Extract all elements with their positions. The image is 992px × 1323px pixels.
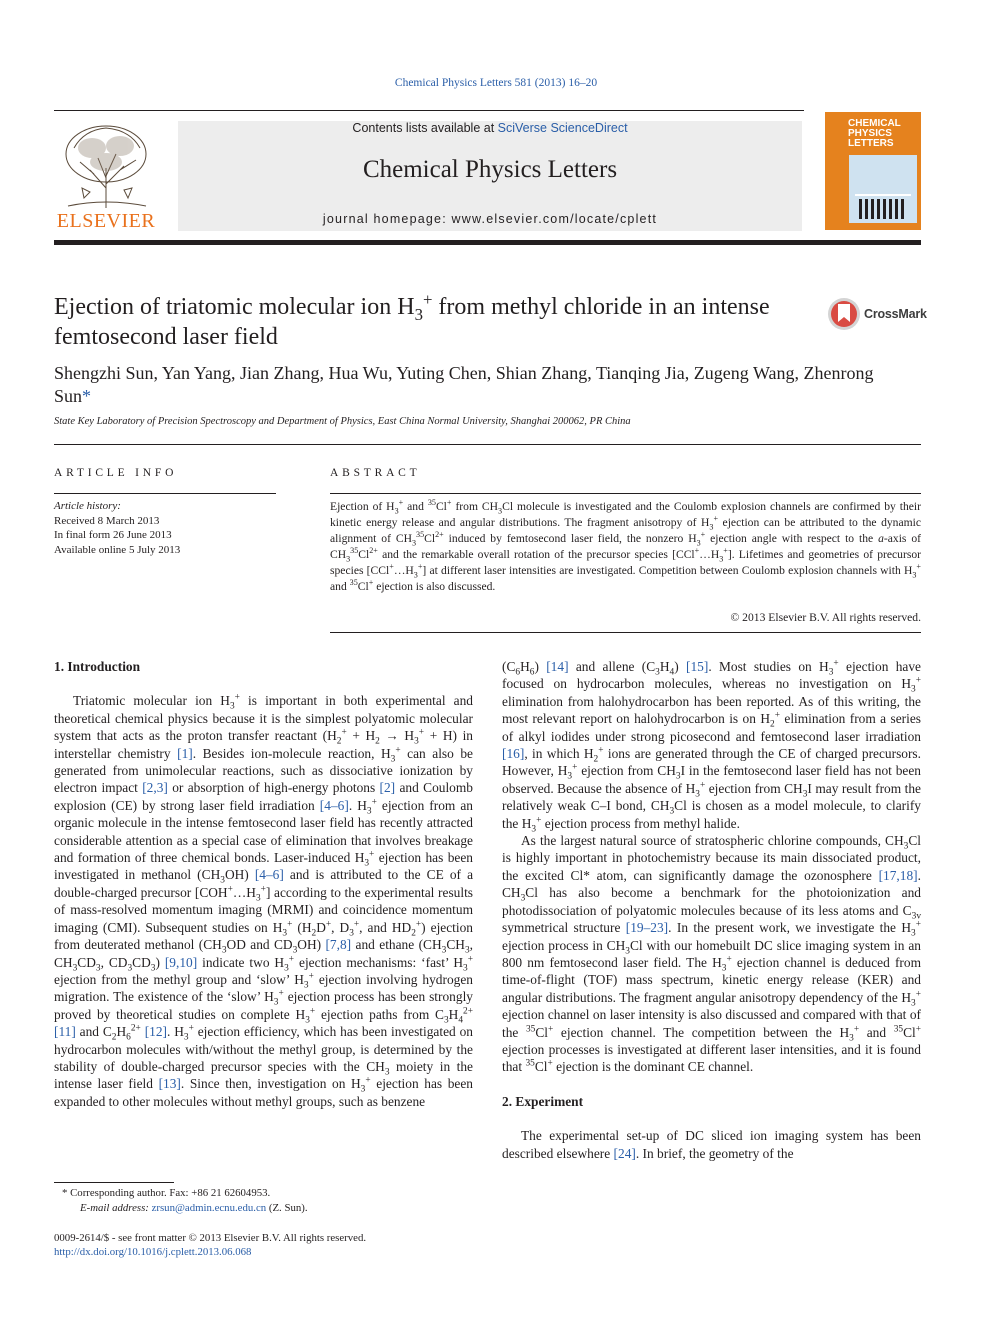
affiliation: State Key Laboratory of Precision Spectroscopy and Department of Physics, East China Normal University, Shanghai 200062, PR China	[54, 416, 631, 427]
cover-figure	[849, 155, 917, 223]
history-received: Received 8 March 2013	[54, 514, 160, 527]
body-column-right	[502, 658, 921, 1162]
article-history	[54, 499, 276, 557]
history-online: Available online 5 July 2013	[54, 543, 181, 556]
journal-title: Chemical Physics Letters	[362, 156, 618, 183]
corresponding-author-note: * Corresponding author. Fax: +86 21 62604953.	[62, 1187, 271, 1199]
issn-line: 0009-2614/$ - see front matter © 2013 Elsevier B.V. All rights reserved.	[54, 1232, 367, 1244]
front-matter	[54, 1231, 473, 1259]
intro-paragraph-2: As the largest natural source of stratospheric chlorine compounds, $CH_3Cl$ is highly important in photochemistry because its main dissociated product, the excited Cl* atom, can significantly damage the ozonosphere [17,18]. $CH_3Cl$ has also become a benchmark for the photoionization and photodissociation of polyatomic molecules because of its less atoms and $C_{3v}$ symmetrical structure [19–23]. In the present work, we investigate the $H_3^+$ ejection process in $CH_3Cl$ with our homebuilt DC slice imaging system in an 800 nm femtosecond laser field. The $H_3^+$ ejection channel is deduced from time-of-flight (TOF) mass spectrum, kinetic energy release (KER) and angular distributions. The fragment angular anisotropy dependency of the $H_3^+$ ejection channel on laser intensity is also discussed and compared with that of the $^{35}$Cl+ ejection channel. The competition between the $H_3^+$ and $^{35}$Cl+ ejection processes is investigated at different laser intensities, and it is found that $^{35}$Cl+ ejection is the dominant CE channel.	[502, 833, 922, 1075]
abstract-rule	[330, 493, 921, 494]
contents-prefix: Contents lists available at	[352, 121, 498, 135]
abstract-text: Ejection of $H_3^+$ and $^{35}$Cl+ from $CH_3Cl$ molecule is investigated and the Coulomb explosion channels are confirmed by their kinetic energy release and angular distributions. The fragment anisotropy of $H_3^+$ ejection can be attributed to the dynamic alignment of $CH_3^{35}Cl^{2+}$ induced by femtosecond laser field, the nonzero $H_3^+$ ejection angle with respect to the a-axis of $CH_3^{35}Cl^{2+}$ and the remarkable overall rotation of the precursor species $[CCl^+\dots H_3^+]$. Lifetimes and geometries of precursor species $[CCl^+\dots H_3^+]$ at different laser intensities are investigated. Competition between Coulomb explosion channels with $H_3^+$ and $^{35}$Cl+ ejection is also discussed.	[330, 498, 922, 593]
email-label: E-mail address:	[80, 1201, 152, 1214]
history-label: Article history:	[54, 500, 121, 512]
email-line	[54, 1201, 473, 1216]
footnote-rule	[54, 1182, 174, 1183]
intro-paragraph-1-cont: $(C_6H_6)$ [14] and allene $(C_3H_4)$ [15]. Most studies on $H_3^+$ ejection have focused on hydrocarbon molecules, whereas no investigation on $H_3^+$ elimination from halohydrocarbon has been reported. As of this writing, the most relevant report on halohydrocarbon is on $H_2^+$ elimination from a series of alkyl iodides under strong picosecond and femtosecond laser irradiation [16], in which $H_2^+$ ions are generated through the CE of charged precursors. However, $H_3^+$ ejection from $CH_3I$ in the femtosecond laser field has not been observed. Because the absence of $H_3^+$ ejection from $CH_3I$ may result from the relatively weak C–I bond, $CH_3Cl$ is chosen as a model molecule, to clarify the $H_3^+$ ejection process from methyl halide.	[502, 658, 922, 835]
cover-title: CHEMICAL PHYSICS LETTERS	[848, 118, 901, 149]
email-link[interactable]: zrsun@admin.ecnu.edu.cn	[151, 1201, 267, 1214]
corresponding-author-mark[interactable]: *	[82, 386, 92, 406]
history-final: In final form 26 June 2013	[54, 529, 172, 541]
experiment-paragraph-1: The experimental set-up of DC sliced ion imaging system has been described elsewhere [24]. In brief, the geometry of the	[502, 1128, 921, 1161]
article-info-heading: ARTICLE INFO	[54, 467, 178, 479]
elsevier-wordmark: ELSEVIER	[56, 210, 156, 232]
section-2-heading: 2. Experiment	[502, 1093, 584, 1109]
author-list	[54, 362, 914, 408]
section-1-heading: 1. Introduction	[54, 659, 141, 674]
intro-paragraph-1: Triatomic molecular ion $H_3^+$ is important in both experimental and theoretical chemical physics because it is the simplest polyatomic molecular system that acts as the proton transfer reactant $(H_2^+ + H_2 \to H_3^+ + H)$ in interstellar chemistry [1]. Besides ion-molecule reaction, $H_3^+$ can also be generated from unimolecular reactions, such as dissociative ionization by electron impact [2,3] or absorption of high-energy photons [2] and Coulomb explosion (CE) by strong laser field irradiation [4–6]. $H_3^+$ ejection from an organic molecule in the intense femtosecond laser field has recently attracted considerable attention as a special case of elimination that involves breakage and formation of three chemical bonds. Laser-induced $H_3^+$ ejection has been investigated in methanol $(CH_3OH)$ [4–6] and is attributed to the CE of a double-charged precursor $[COH^+\dots H_3^+]$ according to the experimental results of mass-resolved momentum imaging (MRMI) and coincidence momentum imaging (CMI). Subsequent studies on $H_3^+$ ($H_2D^+$, $D_3^+$, and $HD_2^+$) ejection from deuterated methanol ($CH_3OD$ and $CD_3OH$) [7,8] and ethane ($CH_3CH_3$, $CH_3CD_3$, $CD_3CD_3$) [9,10] indicate two $H_3^+$ ejection mechanisms: ‘fast’ $H_3^+$ ejection from the methyl group and ‘slow’ $H_3^+$ ejection involving hydrogen migration. The existence of the ‘slow’ $H_3^+$ ejection process has been strongly proved by theoretical studies on complete $H_3^+$ ejection paths from $C_3H_4^{2+}$ [11] and $C_2H_6^{2+}$ [12]. $H_3^+$ ejection efficiency, which has been investigated on hydrocarbon molecules with/without the methyl group, is determined by the stability of double-charged precursor species with the $CH_3$ moiety in the intense laser field [13]. Since then, investigation on $H_3^+$ ejection has been expanded to other molecules without methyl groups, such as benzene	[54, 692, 474, 1109]
journal-citation[interactable]: Chemical Physics Letters 581 (2013) 16–20	[394, 77, 598, 89]
email-suffix: (Z. Sun).	[266, 1201, 308, 1214]
article-title: Ejection of triatomic molecular ion $H_3^+$ from methyl chloride in an intense femtosecond laser field	[54, 290, 770, 350]
crossmark-label[interactable]: CrossMark	[864, 307, 927, 321]
abstract-heading: ABSTRACT	[330, 467, 421, 479]
contents-line	[178, 121, 802, 135]
title-rule	[54, 444, 921, 445]
footnote	[54, 1186, 473, 1215]
abstract-copyright: © 2013 Elsevier B.V. All rights reserved.	[730, 611, 921, 624]
header-rule	[54, 110, 804, 111]
body-column-left	[54, 658, 473, 1110]
doi-link[interactable]: http://dx.doi.org/10.1016/j.cplett.2013.06.068	[54, 1246, 252, 1258]
header-thick-rule	[54, 240, 921, 245]
authors-text: Shengzhi Sun, Yan Yang, Jian Zhang, Hua Wu, Yuting Chen, Shian Zhang, Tianqing Jia, Zugeng Wang, Zhenrong Sun	[54, 363, 874, 406]
info-rule	[54, 493, 276, 494]
abstract-bottom-rule	[330, 632, 921, 633]
sciencedirect-link[interactable]: SciVerse ScienceDirect	[497, 121, 628, 135]
cover-figure-bars-icon	[849, 155, 917, 223]
journal-homepage[interactable]: journal homepage: www.elsevier.com/locate/cplett	[322, 212, 658, 226]
